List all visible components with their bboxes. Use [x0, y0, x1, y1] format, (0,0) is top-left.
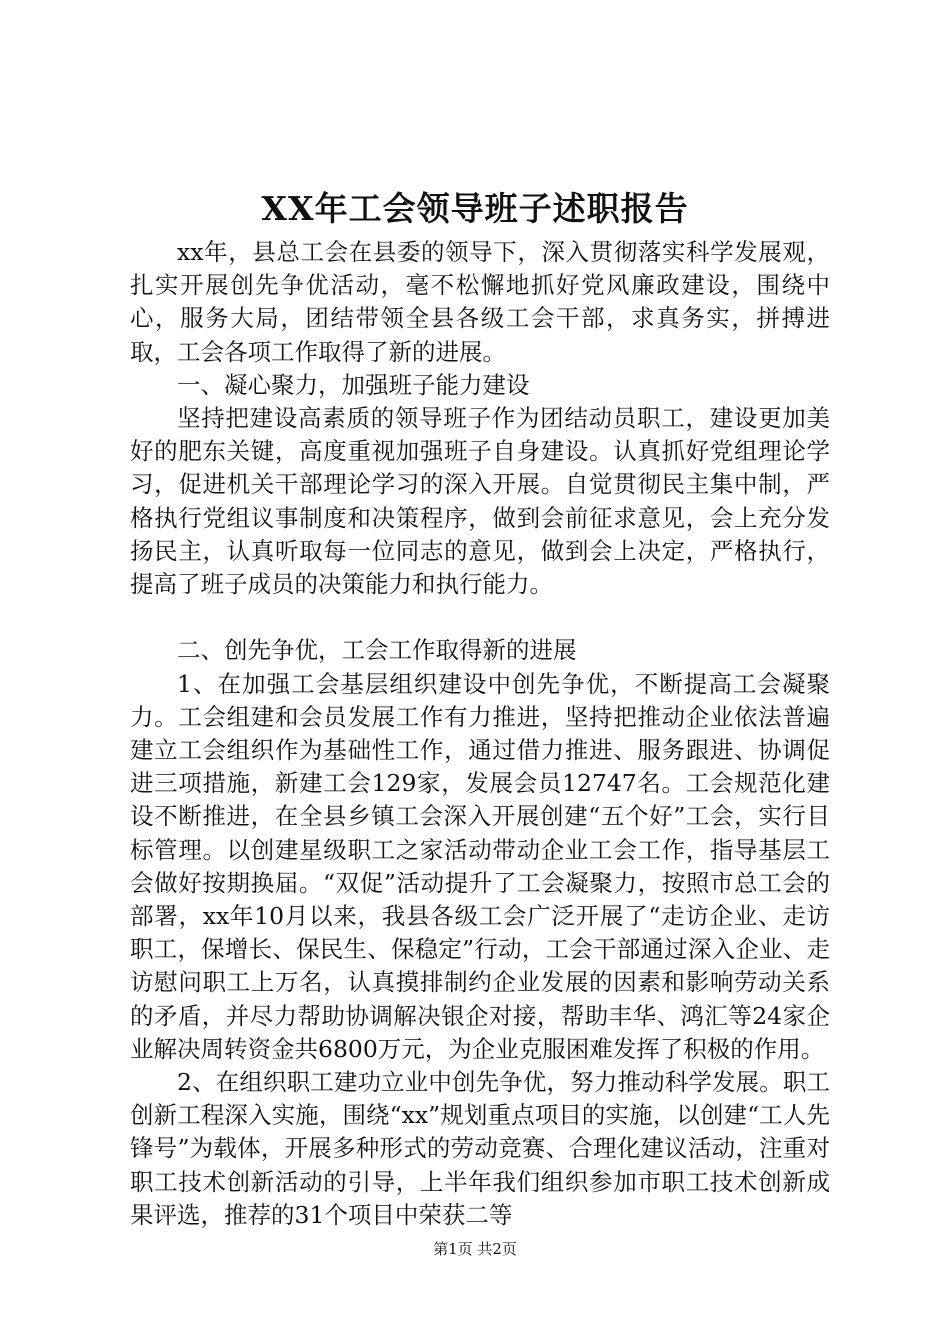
page-footer: 第1页 共2页	[433, 1240, 517, 1258]
section2-item2-paragraph: 2、在组织职工建功立业中创先争优，努力推动科学发展。职工创新工程深入实施，围绕“xx”规划重点项目的实施，以创建“工人先锋号”为载体，开展多种形式的劳动竞赛、合理化建议活动，注重对职工技术创新活动的引导，上半年我们组织参加市职工技术创新成果评选，推荐的31个项目中荣获二等	[130, 1068, 830, 1229]
section2-item1-paragraph: 1、在加强工会基层组织建设中创先争优，不断提高工会凝聚力。工会组建和会员发展工作有力推进，坚持把推动企业依法普遍建立工会组织作为基础性工作，通过借力推进、服务跟进、协调促进三项措施，新建工会129家，发展会员12747名。工会规范化建设不断推进，在全县乡镇工会深入开展创建“五个好”工会，实行目标管理。以创建星级职工之家活动带动企业工会工作，指导基层工会做好按期换届。“双促”活动提升了工会凝聚力，按照市总工会的部署，xx年10月以来，我县各级工会广泛开展了“走访企业、走访职工，保增长、保民生、保稳定”行动，工会干部通过深入企业、走访慰问职工上万名，认真摸排制约企业发展的因素和影响劳动关系的矛盾，并尽力帮助协调解决银企对接，帮助丰华、鸿汇等24家企业解决周转资金共6800万元，为企业克服困难发挥了积极的作用。	[130, 669, 830, 1063]
document-title: XX年工会领导班子述职报告	[261, 189, 689, 228]
document-body	[130, 236, 830, 1232]
blank-line	[130, 601, 830, 634]
section2-heading: 二、创先争优，工会工作取得新的进展	[177, 636, 577, 665]
intro-paragraph: xx年，县总工会在县委的领导下，深入贯彻落实科学发展观，扎实开展创先争优活动，毫不松懈地抓好党风廉政建设，围绕中心，服务大局，团结带领全县各级工会干部，求真务实，拼搏进取，工会各项工作取得了新的进展。	[130, 238, 830, 366]
section1-paragraph: 坚持把建设高素质的领导班子作为团结动员职工，建设更加美好的肥东关键，高度重视加强班子自身建设。认真抓好党组理论学习，促进机关干部理论学习的深入开展。自觉贯彻民主集中制，严格执行党组议事制度和决策程序，做到会前征求意见，会上充分发扬民主，认真听取每一位同志的意见，做到会上决定，严格执行，提高了班子成员的决策能力和执行能力。	[130, 404, 830, 599]
section1-heading: 一、凝心聚力，加强班子能力建设	[177, 370, 530, 399]
